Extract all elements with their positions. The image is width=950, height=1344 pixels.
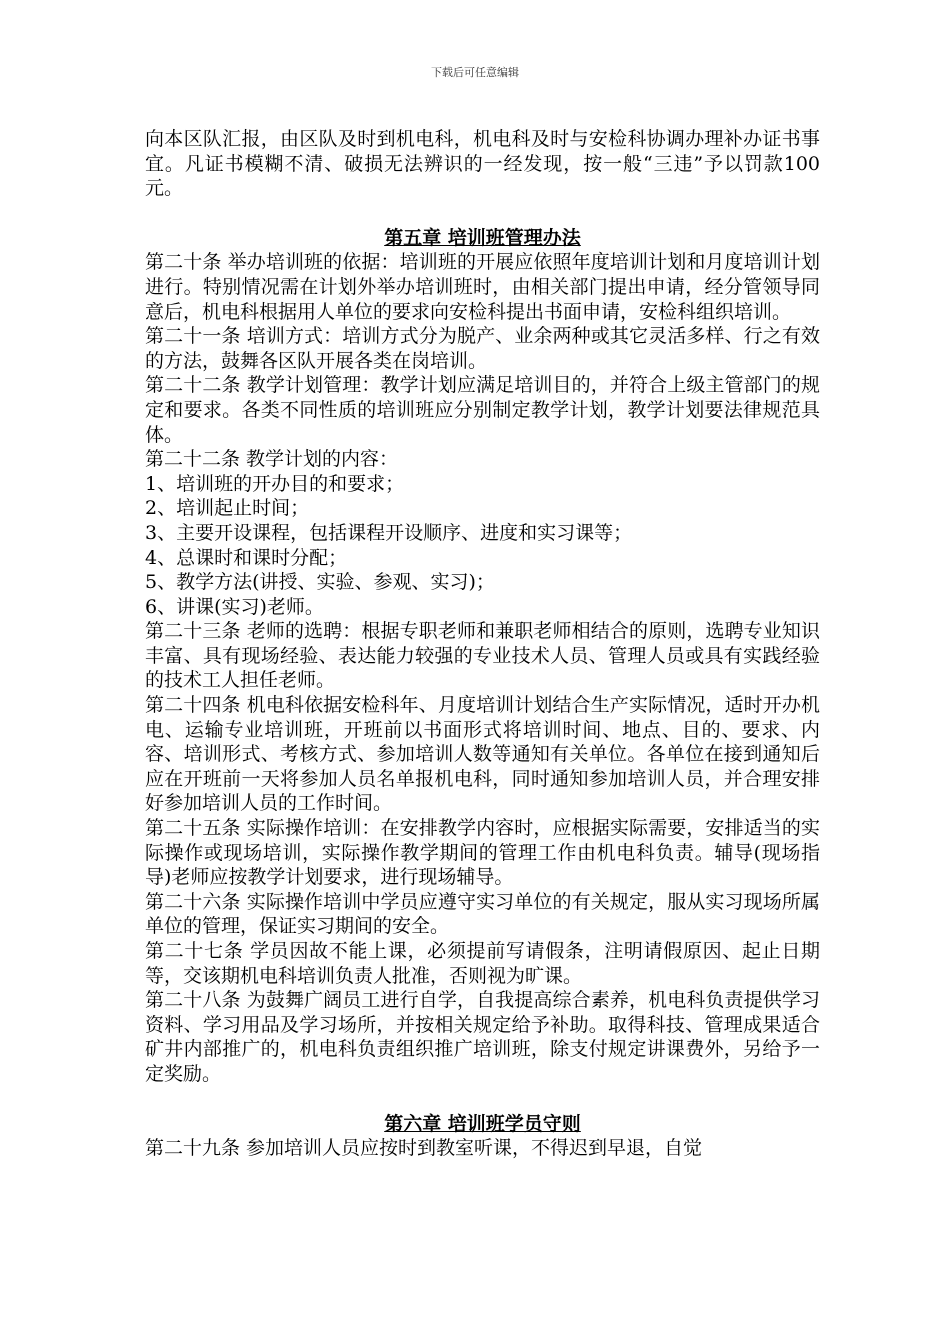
article-27: 第二十七条 学员因故不能上课，必须提前写请假条，注明请假原因、起止日期等，交该期机电科培训负责人批准，否则视为旷课。 <box>145 940 820 987</box>
intro-paragraph: 向本区队汇报，由区队及时到机电科，机电科及时与安检科协调办理补办证书事宜。凡证书模糊不清、破损无法辨识的一经发现，按一般“三违”予以罚款100元。 <box>145 128 820 200</box>
article-25: 第二十五条 实际操作培训：在安排教学内容时，应根据实际需要，安排适当的实际操作或现场培训，实际操作教学期间的管理工作由机电科负责。辅导(现场指导)老师应按教学计划要求，进行现场辅导。 <box>145 817 820 889</box>
chapter-5-title: 第五章 培训班管理办法 <box>384 226 581 249</box>
list-item: 5、教学方法(讲授、实验、参观、实习)； <box>145 571 495 594</box>
article-29: 第二十九条 参加培训人员应按时到教室听课，不得迟到早退，自觉 <box>145 1137 703 1160</box>
article-24: 第二十四条 机电科依据安检科年、月度培训计划结合生产实际情况，适时开办机电、运输专业培训班，开班前以书面形式将培训时间、地点、目的、要求、内容、培训形式、考核方式、参加培训人数等通知有关单位。各单位在接到通知后应在开班前一天将参加人员名单报机电科，同时通知参加培训人员，并合理安排好参加培训人员的工作时间。 <box>145 694 820 815</box>
list-item: 6、讲课(实习)老师。 <box>145 595 324 618</box>
article-21: 第二十一条 培训方式：培训方式分为脱产、业余两种或其它灵活多样、行之有效的方法，鼓舞各区队开展各类在岗培训。 <box>145 325 820 372</box>
list-item: 1、培训班的开办目的和要求； <box>145 472 405 495</box>
article-22-plan-management: 第二十二条 教学计划管理：教学计划应满足培训目的，并符合上级主管部门的规定和要求。各类不同性质的培训班应分别制定教学计划，教学计划要法律规范具体。 <box>145 374 820 446</box>
list-item: 2、培训起止时间； <box>145 497 310 520</box>
article-28: 第二十八条 为鼓舞广阔员工进行自学，自我提高综合素养，机电科负责提供学习资料、学习用品及学习场所，并按相关规定给予补助。取得科技、管理成果适合矿井内部推广的，机电科负责组织推广培训班，除支付规定讲课费外，另给予一定奖励。 <box>145 989 820 1085</box>
document-body <box>145 127 820 1161</box>
article-26: 第二十六条 实际操作培训中学员应遵守实习单位的有关规定，服从实习现场所属单位的管理，保证实习期间的安全。 <box>145 890 820 938</box>
article-23: 第二十三条 老师的选聘：根据专职老师和兼职老师相结合的原则，选聘专业知识丰富、具有现场经验、表达能力较强的专业技术人员、管理人员或具有实践经验的技术工人担任老师。 <box>145 620 820 692</box>
page-header-note: 下载后可任意编辑 <box>431 66 519 79</box>
article-22-plan-contents: 第二十二条 教学计划的内容： <box>145 448 399 471</box>
list-item: 4、总课时和课时分配； <box>145 546 348 569</box>
chapter-6-title: 第六章 培训班学员守则 <box>384 1112 581 1135</box>
plan-contents-list <box>145 472 820 620</box>
list-item: 3、主要开设课程，包括课程开设顺序、进度和实习课等； <box>145 521 633 544</box>
article-20: 第二十条 举办培训班的依据：培训班的开展应依照年度培训计划和月度培训计划进行。特别情况需在计划外举办培训班时，由相关部门提出申请，经分管领导同意后，机电科根据用人单位的要求向安检科提出书面申请，安检科组织培训。 <box>145 251 820 323</box>
